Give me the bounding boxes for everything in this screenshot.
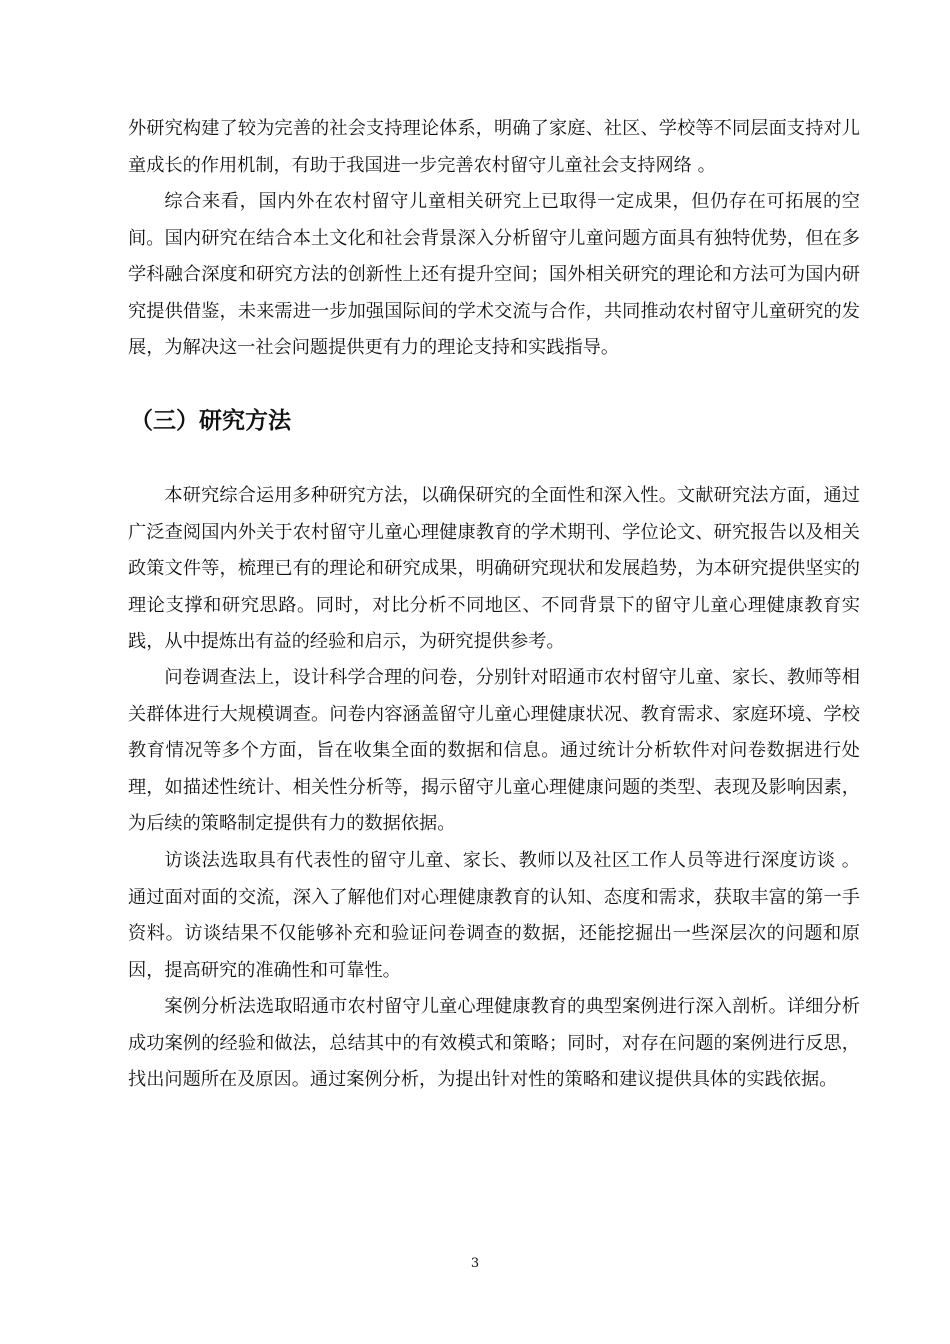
- body-paragraph-summary: 综合来看，国内外在农村留守儿童相关研究上已取得一定成果，但仍存在可拓展的空间。国内研究在结合本土文化和社会背景深入分析留守儿童问题方面具有独特优势，但在多学科融合深度和研究方法的创新性上还有提升空间；国外相关研究的理论和方法可为国内研究提供借鉴，未来需进一步加强国际间的学术交流与合作，共同推动农村留守儿童研究的发展，为解决这一社会问题提供更有力的理论支持和实践指导。: [128, 191, 860, 358]
- paragraph-case-method: 案例分析法选取昭通市农村留守儿童心理健康教育的典型案例进行深入剖析。详细分析成功案例的经验和做法，总结其中的有效模式和策略；同时，对存在问题的案例进行反思，找出问题所在及原因。通过案例分析，为提出针对性的策略和建议提供具体的实践依据。: [128, 996, 860, 1090]
- body-paragraph-continued: 外研究构建了较为完善的社会支持理论体系，明确了家庭、社区、学校等不同层面支持对儿童成长的作用机制，有助于我国进一步完善农村留守儿童社会支持网络 。: [128, 118, 860, 176]
- paragraph-questionnaire-method: 问卷调查法上，设计科学合理的问卷，分别针对昭通市农村留守儿童、家长、教师等相关群体进行大规模调查。问卷内容涵盖留守儿童心理健康状况、教育需求、家庭环境、学校教育情况等多个方面，旨在收集全面的数据和信息。通过统计分析软件对问卷数据进行处理，如描述性统计、相关性分析等，揭示留守儿童心理健康问题的类型、表现及影响因素，为后续的策略制定提供有力的数据依据。: [128, 667, 860, 834]
- page-number: 3: [470, 1256, 480, 1271]
- paragraph-literature-method: 本研究综合运用多种研究方法，以确保研究的全面性和深入性。文献研究法方面，通过广泛查阅国内外关于农村留守儿童心理健康教育的学术期刊、学位论文、研究报告以及相关政策文件等，梳理已有的理论和研究成果，明确研究现状和发展趋势，为本研究提供坚实的理论支撑和研究思路。同时，对比分析不同地区、不同背景下的留守儿童心理健康教育实践，从中提炼出有益的经验和启示，为研究提供参考。: [128, 485, 860, 652]
- paragraph-interview-method: 访谈法选取具有代表性的留守儿童、家长、教师以及社区工作人员等进行深度访谈 。通过面对面的交流，深入了解他们对心理健康教育的认知、态度和需求，获取丰富的第一手资料。访谈结果不仅能够补充和验证问卷调查的数据，还能挖掘出一些深层次的问题和原因，提高研究的准确性和可靠性。: [128, 850, 860, 981]
- section-heading: （三）研究方法: [130, 408, 291, 434]
